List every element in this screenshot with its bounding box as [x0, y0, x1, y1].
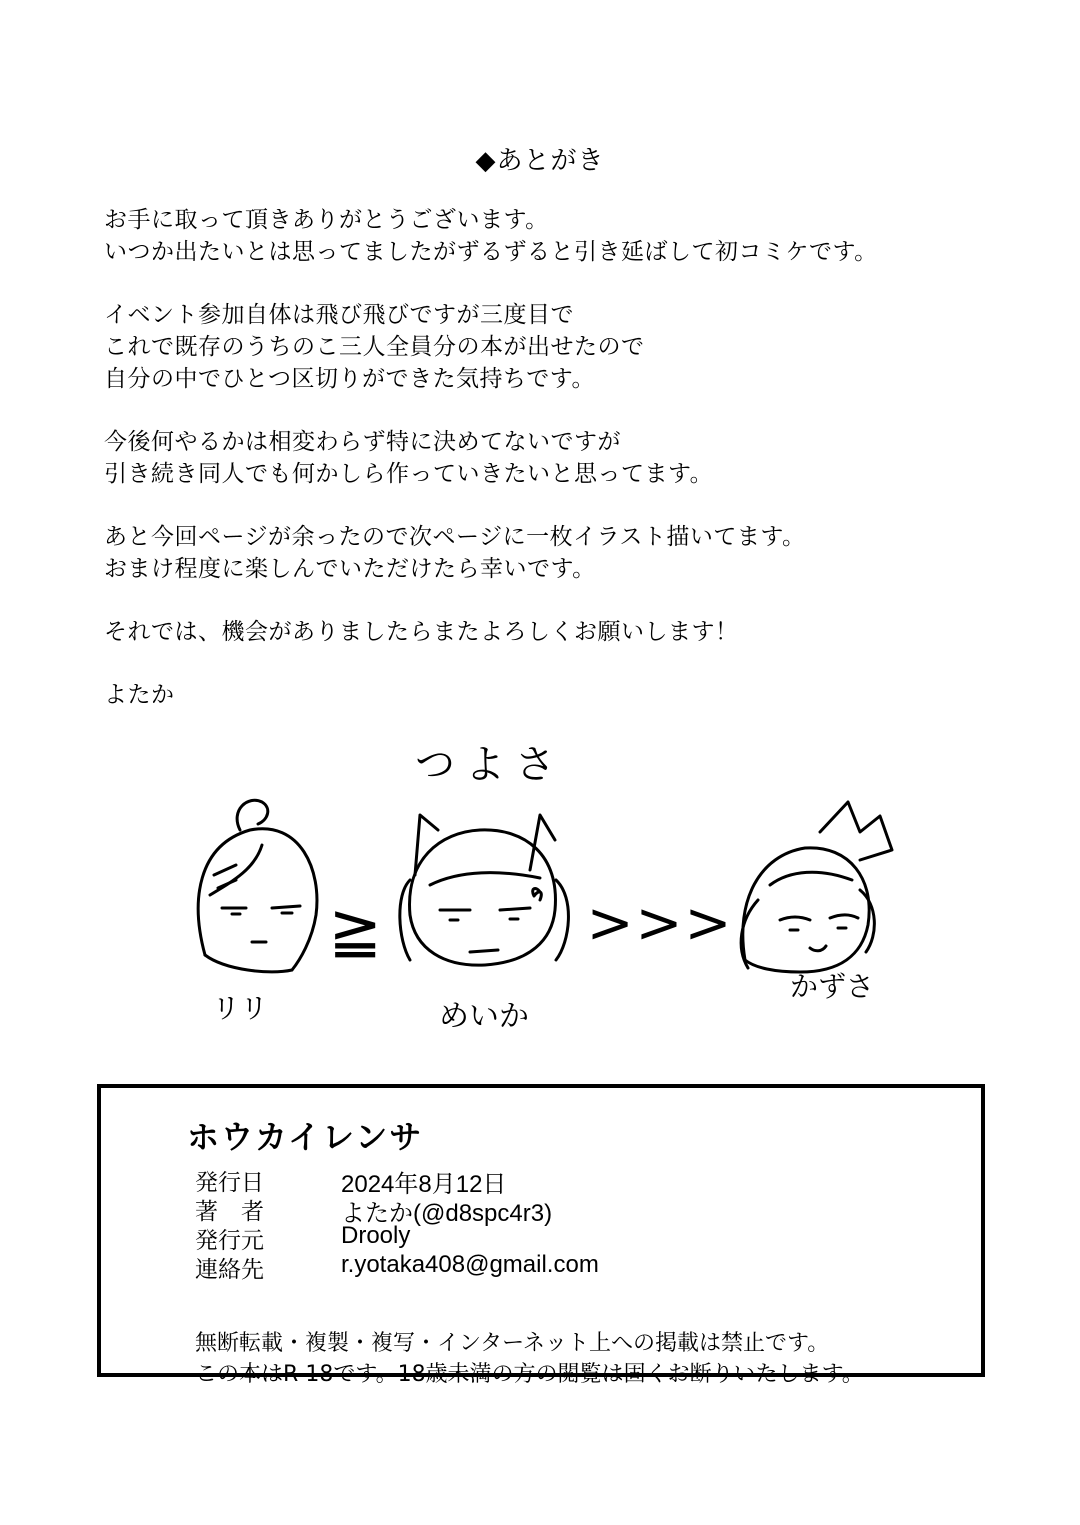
- afterword-heading: ◆あとがき: [475, 146, 605, 176]
- book-title: ホウカイレンサ: [187, 1118, 424, 1156]
- text-line: これで既存のうちのこ三人全員分の本が出せたので: [104, 334, 645, 360]
- text-line: お手に取って頂きありがとうございます。: [104, 207, 549, 233]
- row-value: Drooly: [341, 1222, 411, 1249]
- paragraph: [104, 521, 1004, 585]
- text-line: おまけ程度に楽しんでいただけたら幸いです。: [104, 556, 596, 582]
- operator-gt: >>>: [586, 891, 734, 956]
- paragraph: [104, 299, 1004, 395]
- character-label-meika: めいか: [439, 999, 529, 1034]
- paragraph: [104, 616, 1004, 648]
- legal-notice: [195, 1328, 864, 1390]
- paragraph: [104, 426, 1004, 490]
- notice-line: この本はR-18です。18歳未満の方の閲覧は固くお断りいたします。: [195, 1362, 864, 1387]
- row-value: 2024年8月12日: [341, 1171, 507, 1198]
- row-value: よたか(@d8spc4r3): [341, 1200, 553, 1227]
- author-signature: よたか: [104, 682, 175, 708]
- text-line: 引き続き同人でも何かしら作っていきたいと思ってます。: [104, 461, 714, 487]
- character-meika-doodle: [400, 815, 569, 965]
- row-label: 発行日: [195, 1170, 264, 1196]
- row-label: 連絡先: [195, 1257, 264, 1283]
- text-line: いつか出たいとは思ってましたがずるずると引き延ばして初コミケです。: [104, 239, 878, 265]
- afterword-body: [104, 204, 1004, 742]
- row-label: 著 者: [195, 1199, 264, 1225]
- strength-sketch: [0, 720, 1080, 1050]
- signature: [104, 679, 1004, 711]
- character-riri-doodle: [198, 800, 317, 972]
- text-line: 今後何やるかは相変わらず特に決めてないですが: [104, 429, 621, 455]
- sketch-title: つよさ: [415, 742, 565, 788]
- row-value: r.yotaka408@gmail.com: [341, 1251, 599, 1278]
- notice-line: 無断転載・複製・複写・インターネット上への掲載は禁止です。: [195, 1331, 830, 1356]
- text-line: あと今回ページが余ったので次ページに一枚イラスト描いてます。: [104, 524, 806, 550]
- colophon-box: [97, 1084, 985, 1387]
- text-line: イベント参加自体は飛び飛びですが三度目で: [104, 302, 574, 328]
- paragraph: [104, 204, 1004, 268]
- character-label-kazusa: かずさ: [789, 970, 875, 1003]
- character-kazusa-doodle: [741, 802, 892, 972]
- row-label: 発行元: [195, 1228, 264, 1254]
- character-label-riri: リリ: [211, 992, 269, 1025]
- text-line: それでは、機会がありましたらまたよろしくお願いします！: [104, 619, 739, 645]
- text-line: 自分の中でひとつ区切りができた気持ちです。: [104, 366, 595, 392]
- operator-geq: ≧: [328, 894, 382, 968]
